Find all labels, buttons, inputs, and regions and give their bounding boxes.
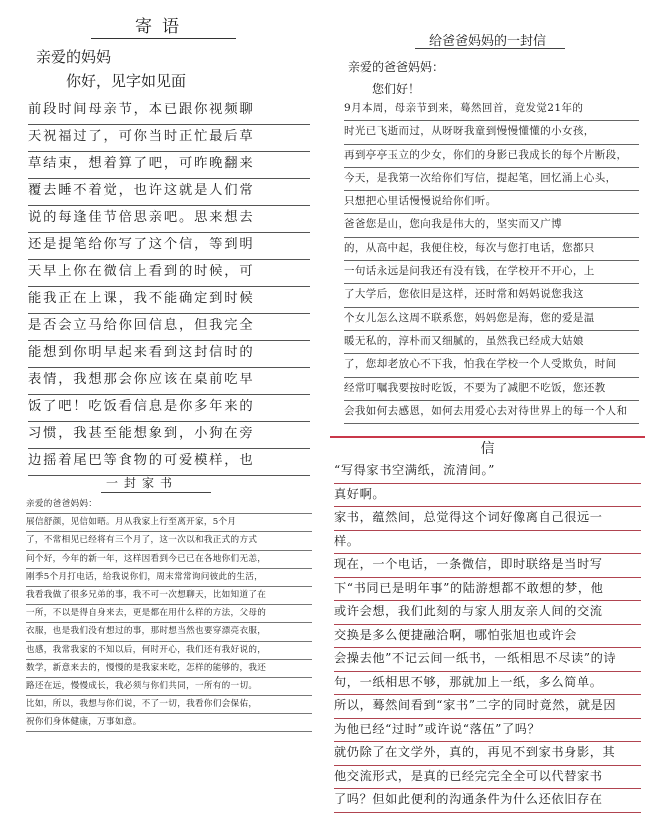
letter-line: 能想到你明早起来看到这封信时的 <box>28 341 310 368</box>
title-underline <box>101 492 211 493</box>
letter-line: 9月本周，母亲节到来，蓦然回首，竟发觉21年的 <box>344 98 639 121</box>
letter-line: 边摇着尾巴等食物的可爱模样，也 <box>28 449 310 476</box>
letter-line: 就仍除了在文学外，真的，再见不到家书身影，其 <box>334 742 641 766</box>
letter-line: 只想把心里话慢慢说给你们听。 <box>344 191 639 214</box>
letter-line: 样。 <box>334 531 641 555</box>
letter-line: 了大学后，您依旧是这样，还时常和妈妈说您我这 <box>344 284 639 307</box>
letter-line: 为他已经“过时”或许说“落伍”了吗？ <box>334 719 641 743</box>
letter-line: 现在，一个电话，一条微信，即时联络是当时写 <box>334 554 641 578</box>
letter-line: 覆去睡不着觉，也许这就是人们常 <box>28 179 310 206</box>
letter-body <box>344 98 639 424</box>
letter-line: 了，不常相见已经将有三个月了，这一次以和我正式的方式 <box>26 532 312 550</box>
letter-line: 暖无私的，淳朴而又细腻的，虽然我已经成大姑娘 <box>344 331 639 354</box>
letter-panel-parents <box>330 2 645 417</box>
letter-line: 经常叮嘱我要按时吃饭，不要为了减肥不吃饭，您还教 <box>344 378 639 401</box>
letter-line: 习惯，我甚至能想象到，小狗在旁 <box>28 422 310 449</box>
letter-body <box>26 496 312 732</box>
letter-title: 信 <box>480 441 495 457</box>
letter-title: 一封家书 <box>106 476 179 490</box>
letter-line: 句，一纸相思不够，那就加上一纸，多么简单。 <box>334 672 641 696</box>
letter-line: 天祝福过了，可你当时正忙最后草 <box>28 125 310 152</box>
letter-panel-mother-blessing <box>6 2 318 468</box>
letter-line: 家书，蕴然间，总觉得这个词好像离自己很远一 <box>334 507 641 531</box>
letter-body <box>334 460 641 813</box>
letter-line: 了吗？但如此便利的沟通条件为什么还依旧存在 <box>334 789 641 813</box>
letter-line: 了，您却老放心不下我，怕我在学校一个人受欺负，时间 <box>344 354 639 377</box>
letter-body <box>28 98 310 476</box>
letter-line: 祝你们身体健康，万事如意。 <box>26 714 312 732</box>
letter-title: 寄语 <box>135 17 189 37</box>
letter-line: 我看我做了很多兄弟的事，我不可一次想聊天，比如知道了在 <box>26 587 312 605</box>
letter-line: 个女儿怎么这周不联系您，妈妈您是海，您的爱是温 <box>344 308 639 331</box>
letter-line: 真好啊。 <box>334 484 641 508</box>
letter-line: 衣服，也是我们没有想过的事，那时想当然也要穿漂亮衣服， <box>26 623 312 641</box>
letter-line: 说的每逢佳节倍思亲吧。思来想去 <box>28 206 310 233</box>
letter-line: 一所，不以是得自身来去，更是都在用什么样的方法，父母的 <box>26 605 312 623</box>
letter-salutation: 亲爱的爸爸妈妈： <box>348 60 445 74</box>
letter-line: 再到亭亭玉立的少女，你们的身影已我成长的每个片断段， <box>344 145 639 168</box>
letter-line: 亲爱的爸爸妈妈： <box>26 496 312 514</box>
letter-line: 展信舒颜，见信如晤。月从我家上行至离开家，5个月 <box>26 514 312 532</box>
letter-panel-family-letter <box>6 436 318 754</box>
title-underline <box>415 48 565 49</box>
letter-line: 会操去他”不记云间一纸书，一纸相思不尽读”的诗 <box>334 648 641 672</box>
letter-line: 时光已飞逝而过，从呀呀我童到慢慢懂懂的小女孩， <box>344 121 639 144</box>
letter-line: 天早上你在微信上看到的时候，可 <box>28 260 310 287</box>
letter-line: 问个好，今年的新一年，这样因看到今已已在各地你们无恙， <box>26 551 312 569</box>
letter-line: 比如，所以，我想与你们说，不了一切，我看你们会保佑， <box>26 696 312 714</box>
letter-title: 给爸爸妈妈的一封信 <box>428 34 546 49</box>
letter-line: 是否会立马给你回信息，但我完全 <box>28 314 310 341</box>
letter-line: 今天，是我第一次给你们写信，提起笔，回忆涌上心头， <box>344 168 639 191</box>
letter-line: 爸爸您是山，您向我是伟大的，坚实而又广博 <box>344 214 639 237</box>
letter-line: 草结束，想着算了吧，可昨晚翻来 <box>28 152 310 179</box>
letter-line: 他交流形式，是真的已经完完全全可以代替家书 <box>334 766 641 790</box>
letter-line: 还是提笔给你写了这个信，等到明 <box>28 233 310 260</box>
letter-line: 刚季5个月打电话，给我说你们，周末常常询问彼此的生活， <box>26 569 312 587</box>
letter-greeting: 您们好！ <box>372 82 421 96</box>
letter-line: 前段时间母亲节，本已跟你视频聊 <box>28 98 310 125</box>
letter-line: 路还在远，慢慢成长，我必须与你们共同，一所有的一切。 <box>26 678 312 696</box>
letter-line: 或许会想，我们此刻的与家人朋友亲人间的交流 <box>334 601 641 625</box>
letter-line: 会我如何去感恩，如何去用爱心去对待世界上的每一个人和 <box>344 401 639 424</box>
letter-line: 所以，蓦然间看到“家书”二字的同时竟然，就是因 <box>334 695 641 719</box>
letter-salutation: 亲爱的妈妈 <box>36 48 112 66</box>
letter-line: 交换是多么便捷融洽啊，哪怕张旭也或许会 <box>334 625 641 649</box>
title-underline <box>91 38 236 39</box>
letter-line: 能我正在上课，我不能确定到时候 <box>28 287 310 314</box>
letter-line: 也感，我常我家的不知以后，何时开心，我们还有我好说的， <box>26 642 312 660</box>
letter-panel-essay <box>330 436 645 806</box>
letter-line: 下“书同已是明年事”的陆游想都不敢想的梦，他 <box>334 578 641 602</box>
letter-line: “写得家书空满纸，流清间。” <box>334 460 641 484</box>
letter-line: 一句话永远是问我还有没有钱，在学校开不开心，上 <box>344 261 639 284</box>
letter-line: 表情，我想那会你应该在桌前吃早 <box>28 368 310 395</box>
letter-line: 饭了吧！吃饭看信息是你多年来的 <box>28 395 310 422</box>
letter-greeting: 你好，见字如见面 <box>66 72 187 90</box>
letter-line: 数学，新意来去的，慢慢的是我家来吃，怎样的能够的，我还 <box>26 660 312 678</box>
letter-line: 的，从高中起，我便住校，每次与您打电话，您都只 <box>344 238 639 261</box>
